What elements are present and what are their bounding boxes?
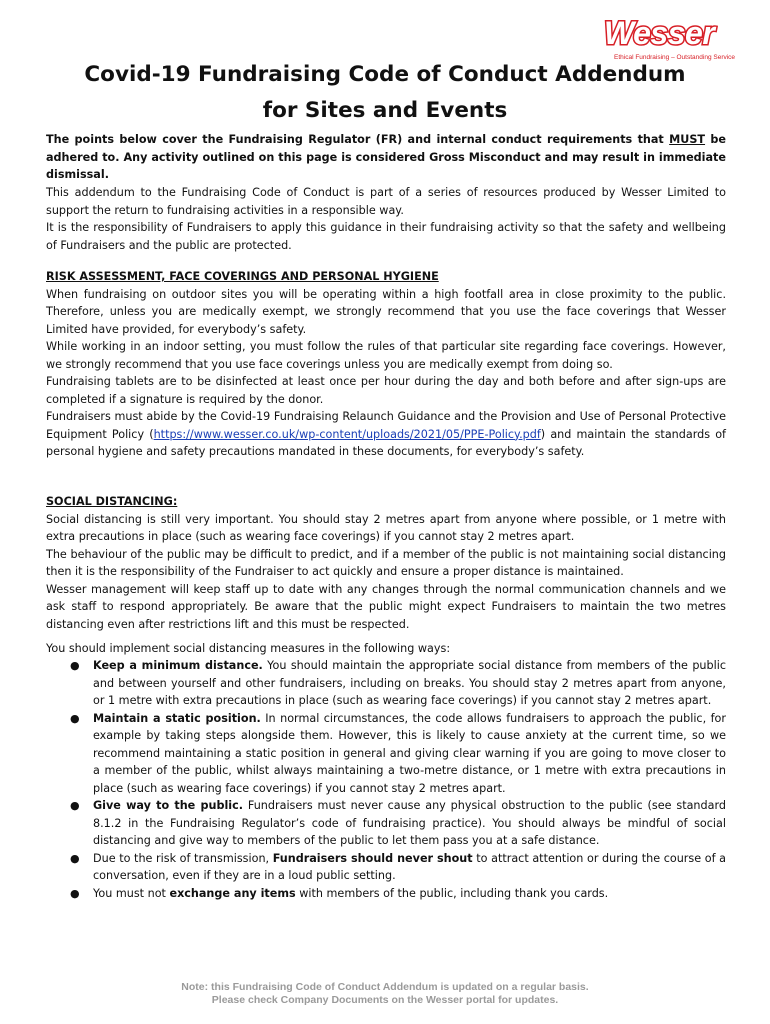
logo-wordmark: Wesser	[604, 15, 715, 51]
wesser-logo	[604, 16, 744, 68]
footer-line-1: Note: this Fundraising Code of Conduct Addendum is updated on a regular basis.	[181, 981, 589, 993]
risk-section	[46, 268, 726, 461]
footer-note	[0, 981, 770, 1007]
bullet-text: Fundraisers must never cause any physical obstruction to the public (see standard 8.1.2 in the Fundraising Regulator’s code of fundraising practice). You should always be mindful of social distancing and give way to members of the public to let them pass you at a safe distance.	[93, 799, 726, 847]
social-section	[46, 493, 726, 633]
bullet-icon: ●	[70, 711, 80, 725]
social-distancing-list	[46, 657, 726, 902]
social-paragraph-1: Social distancing is still very important. You should stay 2 metres apart from anyone where possible, or 1 metre with extra precautions in place (such as wearing face coverings) if you cannot stay 2 metres apart.	[46, 512, 726, 543]
risk-paragraph-1: When fundraising on outdoor sites you will be operating within a high footfall area in close proximity to the public. Therefore, unless you are medically exempt, we strongly recommend that you use the face coverings that Wesser Limited have provided, for everybody’s safety.	[46, 287, 726, 336]
logo-tagline: Ethical Fundraising – Outstanding Service	[614, 54, 736, 61]
intro-warning	[46, 131, 726, 184]
bullet-text: with members of the public, including thank you cards.	[295, 886, 609, 900]
social-paragraph-2: The behaviour of the public may be difficult to predict, and if a member of the public is not maintaining social distancing then it is the responsibility of the Fundraiser to act quickly and ensure a proper distance is maintained.	[46, 547, 726, 578]
risk-paragraph-4-before: Fundraisers must abide by the Covid-19 Fundraising Relaunch Guidance and the Provision and Use of Personal Protective Equipment Policy (	[46, 410, 726, 441]
bullet-bold: Keep a minimum distance.	[93, 659, 263, 672]
bullet-icon: ●	[70, 799, 80, 812]
bullet-pre: Due to the risk of transmission,	[93, 851, 273, 865]
social-paragraph-3: Wesser management will keep staff up to date with any changes through the normal communication channels and we ask staff to respond appropriately. Be aware that the public might expect Fundraisers to maintain the two metres distancing even after restrictions lift and this must be respected.	[46, 582, 726, 631]
bullet-text: In normal circumstances, the code allows fundraisers to approach the public, for example by taking steps alongside them. However, this is likely to cause anxiety at the current time, so we recommend maintaining a static position in general and giving clear warning if you are going to move closer to a member of the public, whilst always maintaining a two-metre distance, or 1 metre with extra precautions in place (such as wearing face coverings) if you cannot stay 2 metres apart.	[93, 711, 726, 795]
bullet-bold: Maintain a static position.	[93, 711, 261, 725]
page-title-line-2: for Sites and Events	[262, 98, 508, 123]
footer-line-2: Please check Company Documents on the Wesser portal for updates.	[211, 994, 559, 1006]
risk-paragraph-3: Fundraising tablets are to be disinfected at least once per hour during the day and both before and after sign-ups are completed if a signature is required by the donor.	[46, 375, 726, 406]
ppe-policy-link[interactable]: https://www.wesser.co.uk/wp-content/uploads/2021/05/PPE-Policy.pdf	[153, 427, 541, 441]
addendum-line-1: This addendum to the Fundraising Code of Conduct is part of a series of resources produced by Wesser Limited to support the return to fundraising activities in a responsible way.	[46, 186, 726, 217]
list-item	[46, 885, 726, 903]
addendum-paragraph	[46, 184, 726, 254]
list-item	[46, 710, 726, 798]
intro-must: MUST	[669, 133, 706, 146]
bullet-pre: You must not	[93, 886, 170, 900]
list-intro: You should implement social distancing measures in the following ways:	[46, 642, 451, 655]
intro-part-1: The points below cover the Fundraising Regulator (FR) and internal conduct requirements that	[46, 133, 670, 146]
bullet-bold: exchange any items	[169, 886, 296, 900]
risk-paragraph-4-after: ) and maintain the standards of personal hygiene and safety precautions mandated in these documents, for everybody’s safety.	[46, 427, 726, 458]
bullet-text: You should maintain the appropriate social distance from members of the public and between yourself and other fundraisers, including on breaks. You should stay 2 metres apart from anyone, or 1 metre with extra precautions in place (such as wearing face coverings) if you cannot stay 2 metres apart.	[93, 659, 726, 707]
bullet-icon: ●	[70, 659, 80, 672]
list-item	[46, 850, 726, 885]
bullet-icon: ●	[70, 886, 80, 900]
risk-heading: RISK ASSESSMENT, FACE COVERINGS AND PERSONAL HYGIENE	[46, 270, 439, 283]
list-item	[46, 657, 726, 710]
bullet-bold: Give way to the public.	[93, 799, 244, 812]
list-item	[46, 797, 726, 850]
intro-part-2: be adhered to. Any activity outlined on this page is considered Gross Misconduct and may result in immediate dismissal.	[46, 133, 726, 181]
bullet-icon: ●	[70, 851, 80, 865]
addendum-line-2: It is the responsibility of Fundraisers to apply this guidance in their fundraising activity so that the safety and wellbeing of Fundraisers and the public are protected.	[46, 221, 726, 252]
bullet-text: to attract attention or during the course of a conversation, even if they are in a loud public setting.	[93, 851, 726, 882]
bullet-bold: Fundraisers should never shout	[272, 851, 473, 865]
social-heading: SOCIAL DISTANCING:	[46, 495, 178, 508]
risk-paragraph-2: While working in an indoor setting, you must follow the rules of that particular site regarding face coverings. However, we strongly recommend that you use face coverings unless you are medically exempt from doing so.	[46, 340, 726, 371]
page-title-line-1: Covid-19 Fundraising Code of Conduct Addendum	[84, 62, 686, 87]
